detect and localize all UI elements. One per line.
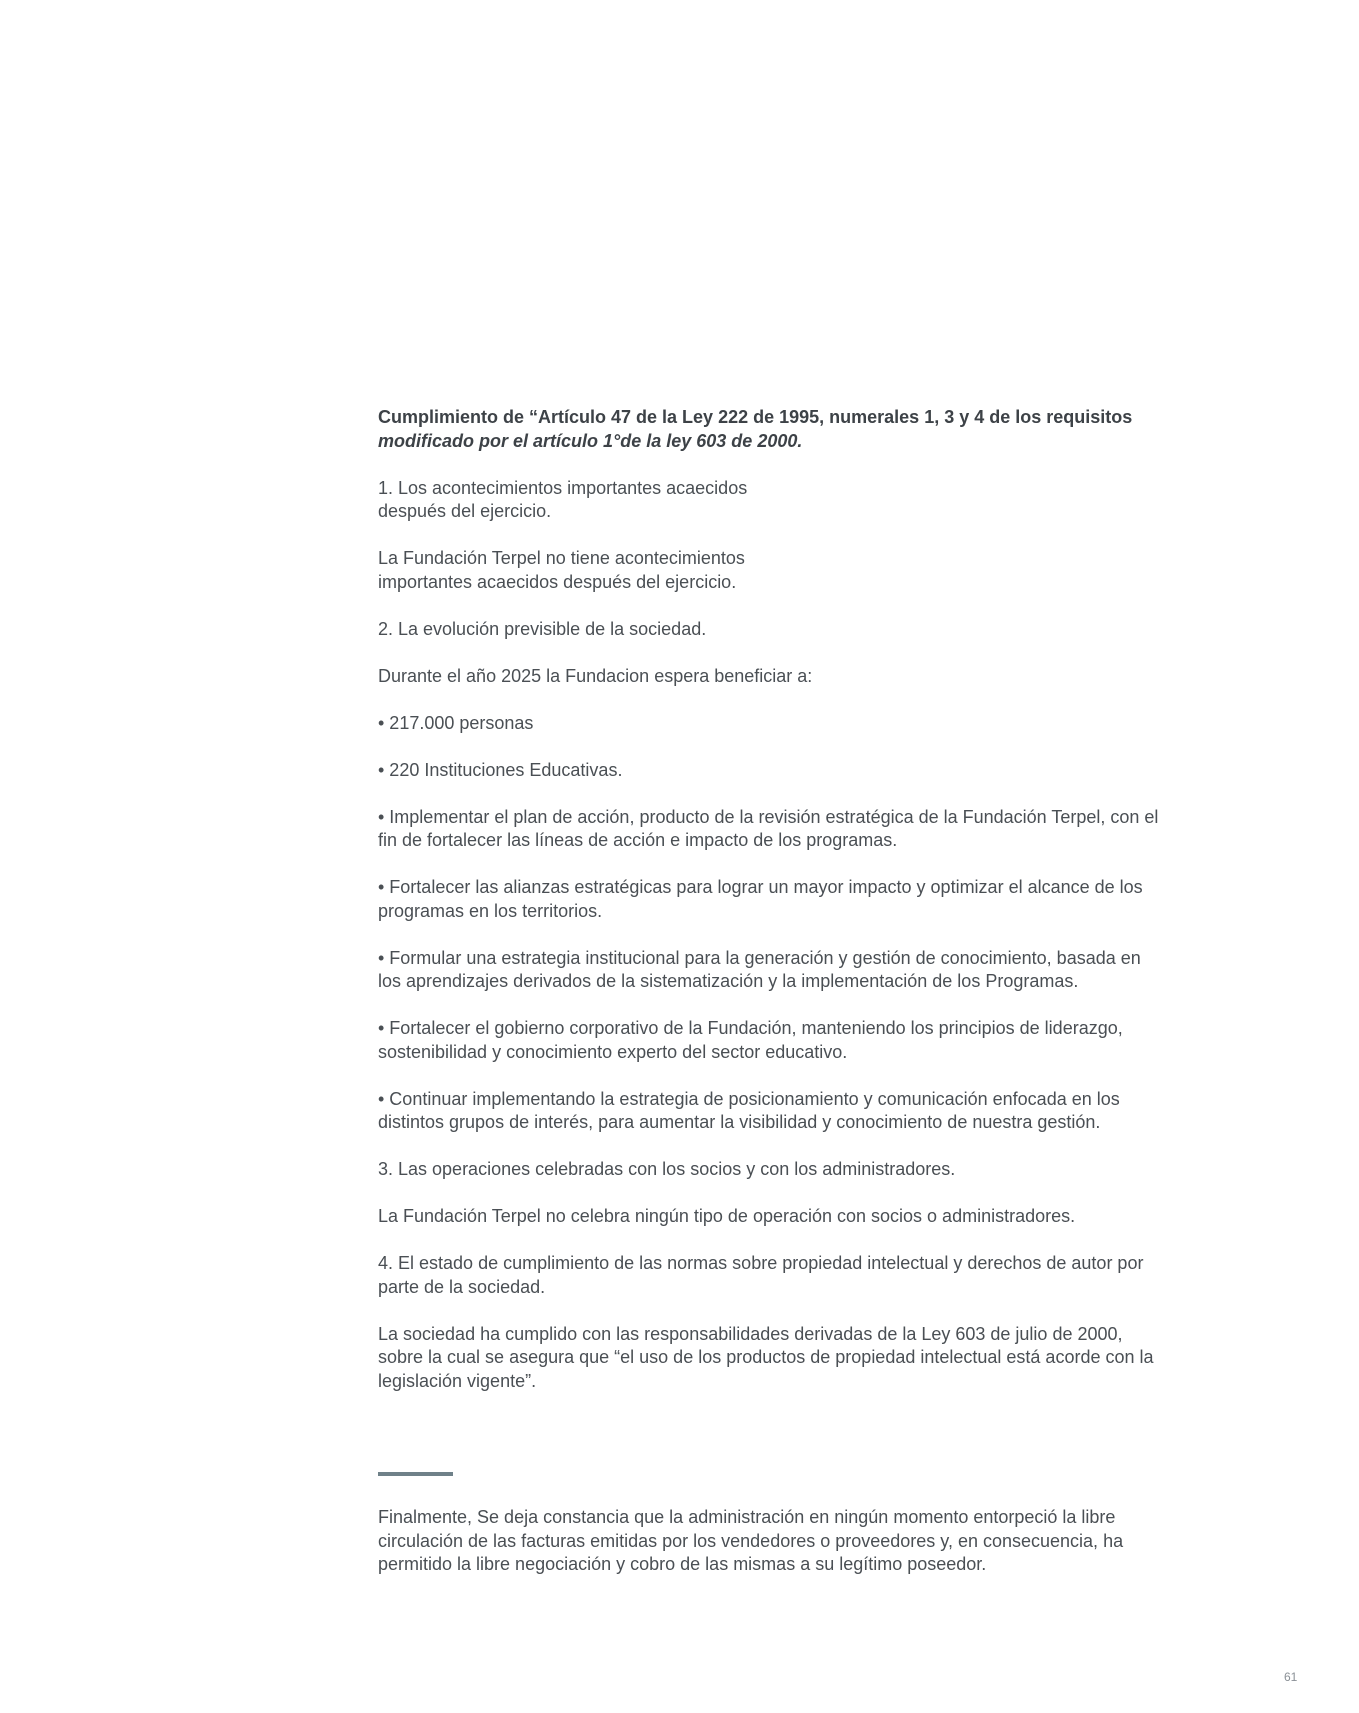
- bullet-item: • Fortalecer las alianzas estratégicas para lograr un mayor impacto y optimizar el alcance de los programas en los territorios.: [378, 877, 1143, 921]
- page-number: 61: [1284, 1670, 1298, 1684]
- item-1-title: 1. Los acontecimientos importantes acaecidos después del ejercicio.: [378, 477, 748, 521]
- bullet-item: • 217.000 personas: [378, 712, 534, 733]
- report-body: [378, 406, 1168, 1417]
- heading-line-2: modificado por el artículo 1°de la ley 603 de 2000.: [378, 430, 803, 451]
- item-3-title: 3. Las operaciones celebradas con los socios y con los administradores.: [378, 1159, 956, 1179]
- section-heading: [378, 406, 1168, 453]
- item-4-title: 4. El estado de cumplimiento de las normas sobre propiedad intelectual y derechos de autor por parte de la sociedad.: [378, 1253, 1144, 1297]
- item-2-intro: Durante el año 2025 la Fundacion espera beneficiar a:: [378, 665, 813, 686]
- bullet-item: • Formular una estrategia institucional para la generación y gestión de conocimiento, basada en los aprendizajes derivados de la sistematización y la implementación de los Programas.: [378, 947, 1141, 991]
- item-4-text: La sociedad ha cumplido con las responsabilidades derivadas de la Ley 603 de julio de 2000, sobre la cual se asegura que “el uso de los productos de propiedad intelectual está acorde con la legislación vigente”.: [378, 1323, 1154, 1391]
- heading-line-1: Cumplimiento de “Artículo 47 de la Ley 222 de 1995, numerales 1, 3 y 4 de los requisitos: [378, 407, 1133, 427]
- section-divider: [378, 1472, 453, 1476]
- bullet-item: • 220 Instituciones Educativas.: [378, 759, 623, 780]
- item-3-text: La Fundación Terpel no celebra ningún tipo de operación con socios o administradores.: [378, 1206, 1076, 1226]
- bullet-item: • Implementar el plan de acción, producto de la revisión estratégica de la Fundación Terpel, con el fin de fortalecer las líneas de acción e impacto de los programas.: [378, 806, 1159, 850]
- item-1-text: La Fundación Terpel no tiene acontecimientos importantes acaecidos después del ejercicio.: [378, 548, 745, 592]
- bullet-item: • Fortalecer el gobierno corporativo de la Fundación, manteniendo los principios de liderazgo, sostenibilidad y conocimiento experto del sector educativo.: [378, 1018, 1123, 1062]
- bullet-item: • Continuar implementando la estrategia de posicionamiento y comunicación enfocada en los distintos grupos de interés, para aumentar la visibilidad y conocimiento de nuestra gestión.: [378, 1088, 1120, 1132]
- item-2-title: 2. La evolución previsible de la sociedad.: [378, 618, 707, 639]
- final-note: Finalmente, Se deja constancia que la administración en ningún momento entorpeció la libre circulación de las facturas emitidas por los vendedores o proveedores y, en consecuencia, ha permitido la libre negociación y cobro de las mismas a su legítimo poseedor.: [378, 1507, 1124, 1574]
